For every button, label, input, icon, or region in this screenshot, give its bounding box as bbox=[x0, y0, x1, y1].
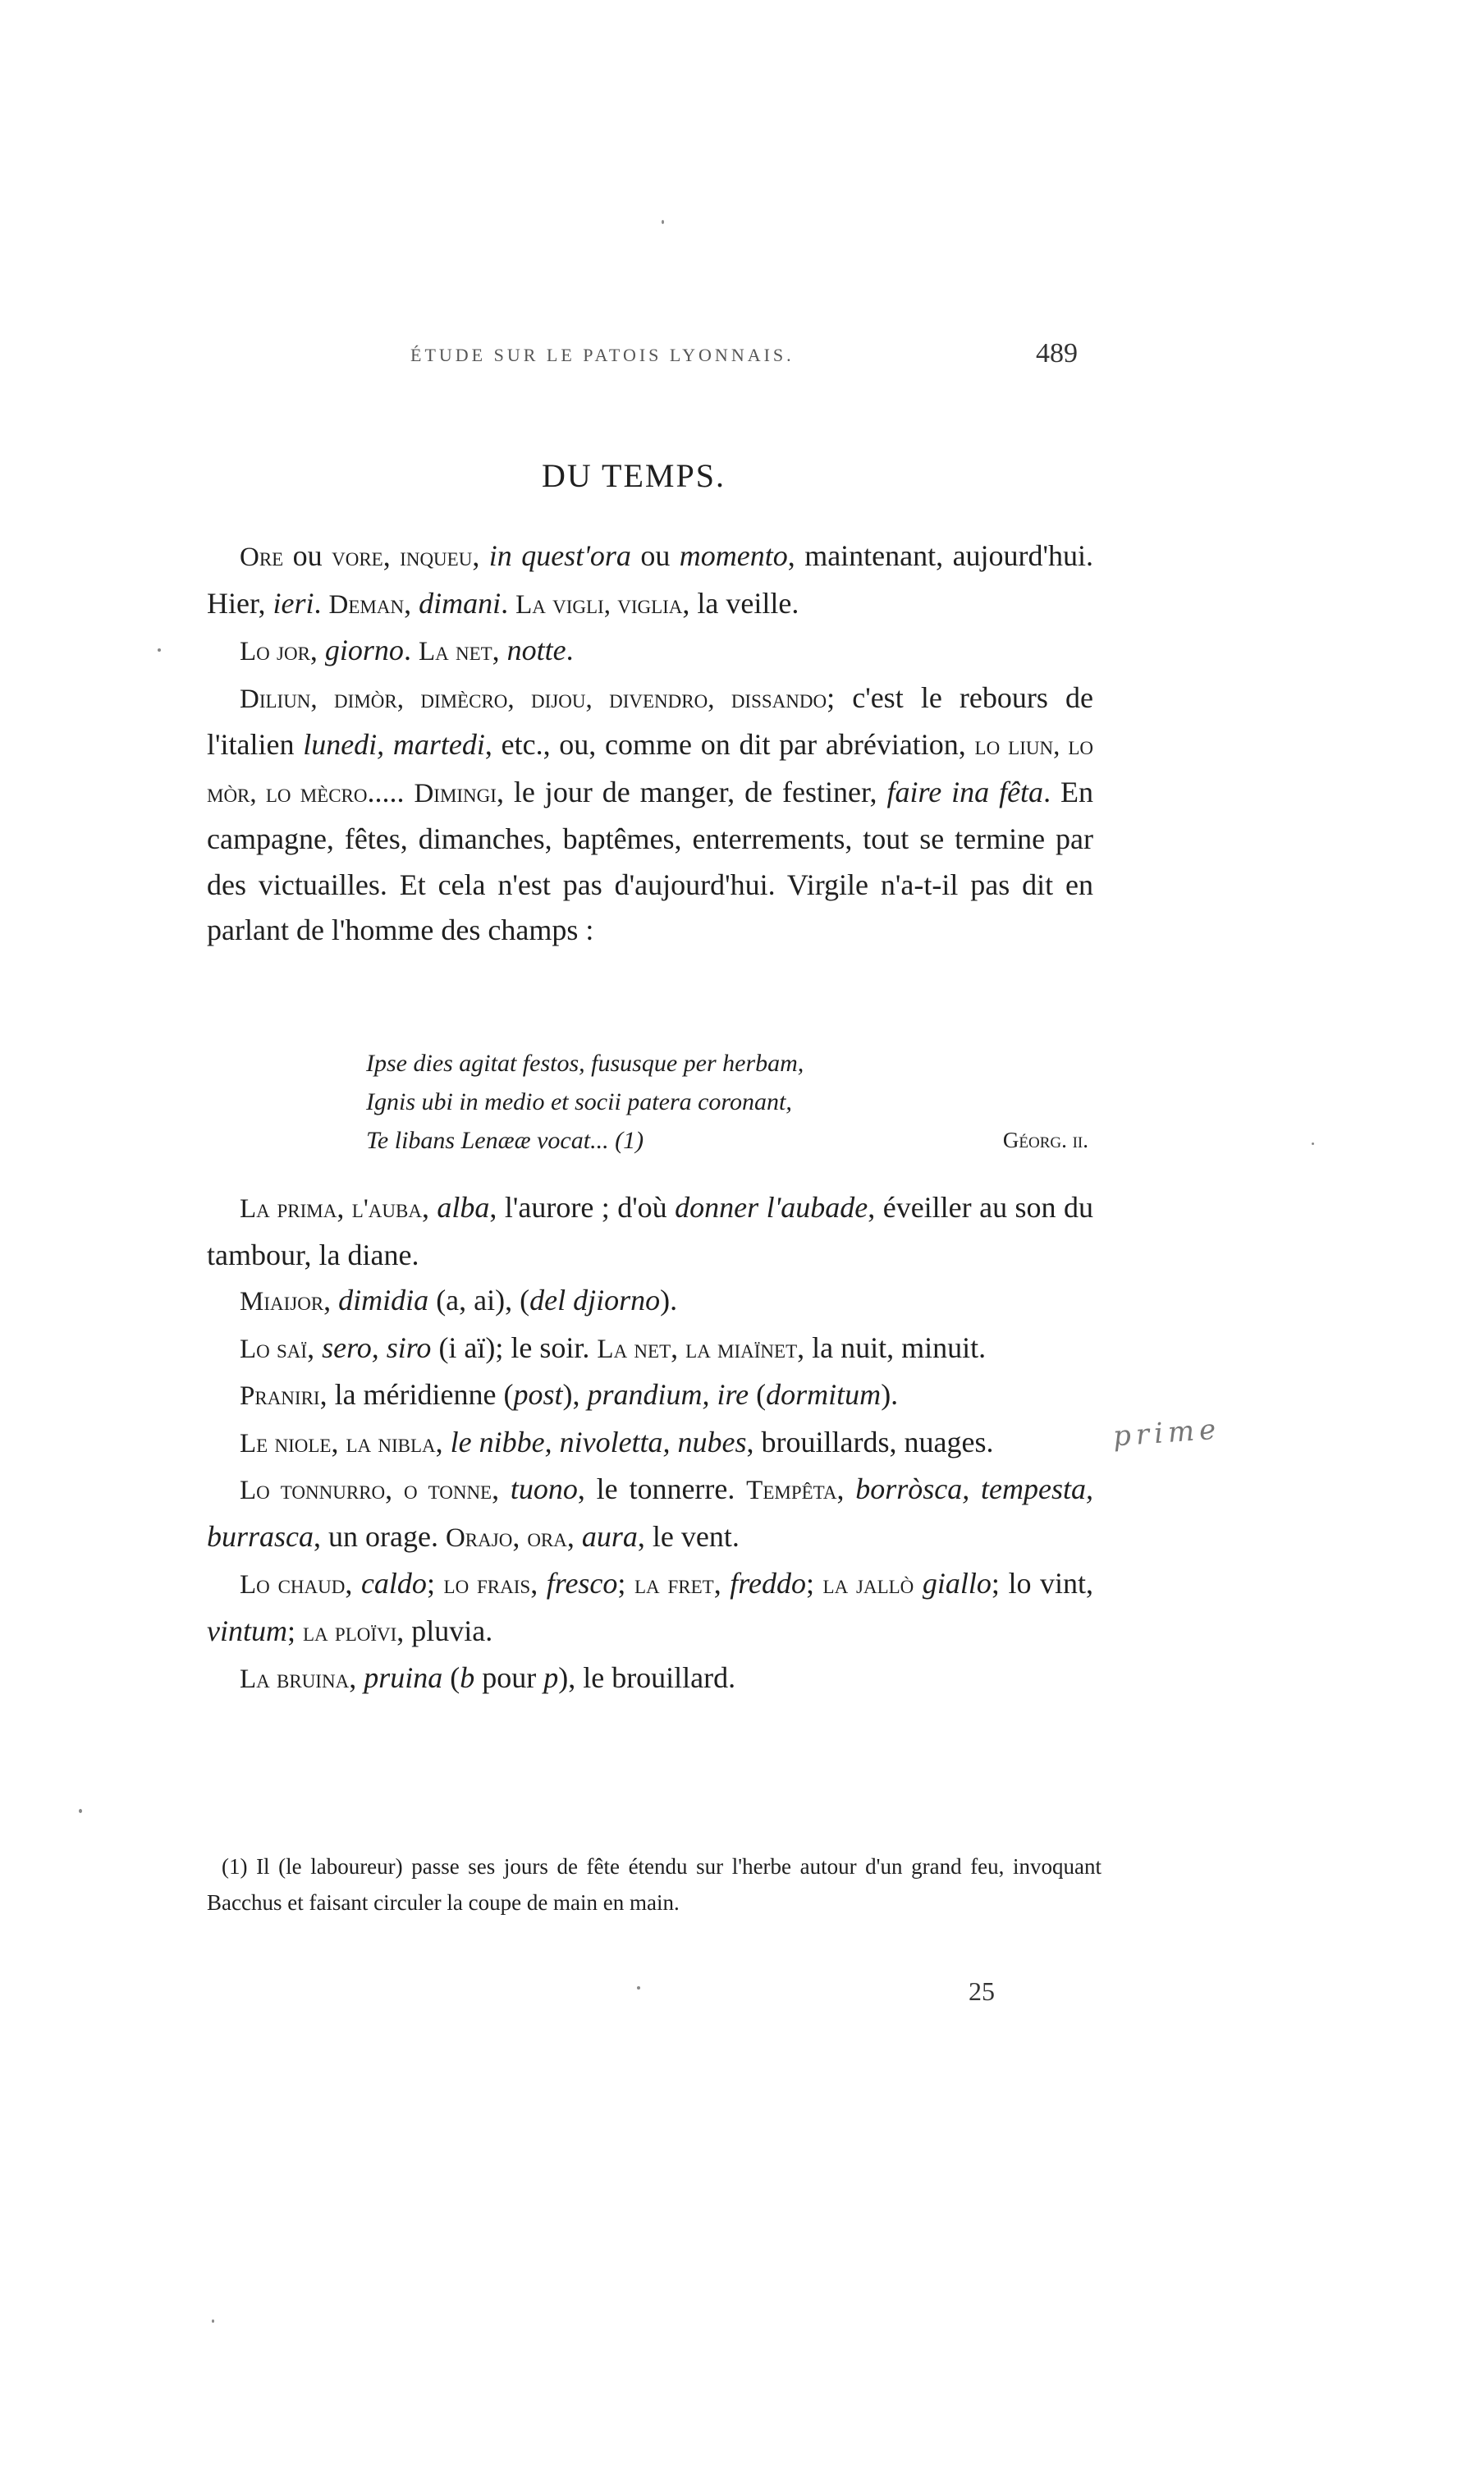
footnote-text: (1) Il (le laboureur) passe ses jours de fête étendu sur l'herbe autour d'un grand feu, invoquant Bacchus et faisant circuler la coupe de main en main. bbox=[207, 1854, 1102, 1915]
italic-term: caldo bbox=[360, 1567, 427, 1600]
text-run: (a, ai), ( bbox=[428, 1284, 530, 1316]
patois-term: Dimingi bbox=[414, 778, 497, 808]
text-run: , bbox=[512, 1519, 528, 1553]
text-run: ..... bbox=[367, 775, 415, 808]
text-run: , pluvia. bbox=[396, 1614, 493, 1647]
paragraph bbox=[207, 533, 1093, 628]
speck bbox=[637, 1986, 640, 1990]
patois-term: la jallò bbox=[822, 1570, 914, 1600]
paragraph bbox=[207, 628, 1093, 675]
text-run: ), le brouillard. bbox=[558, 1661, 736, 1694]
text-run: , bbox=[349, 1661, 364, 1694]
italic-term: dormitum bbox=[766, 1378, 882, 1411]
patois-term: Lo saï bbox=[240, 1334, 308, 1364]
patois-term: Lo chaud bbox=[240, 1570, 346, 1600]
text-run: ; bbox=[617, 1567, 634, 1600]
patois-term: Praniri bbox=[240, 1381, 320, 1411]
latin-quotation bbox=[366, 1044, 1088, 1160]
patois-term: Orajo bbox=[445, 1523, 513, 1553]
verse-line: Te libans Lenææ vocat... (1) bbox=[366, 1127, 644, 1154]
speck bbox=[1312, 1142, 1314, 1145]
text-run: pour bbox=[474, 1661, 544, 1694]
handwritten-annotation: prime bbox=[1111, 1413, 1222, 1454]
italic-term: in quest'ora bbox=[488, 539, 631, 572]
patois-term: la fret bbox=[634, 1570, 714, 1600]
italic-term: dimidia bbox=[338, 1284, 429, 1316]
running-head: ÉTUDE SUR LE PATOIS LYONNAIS. bbox=[410, 345, 795, 365]
text-run: , l'aurore ; d'où bbox=[489, 1191, 676, 1224]
footnote bbox=[207, 1848, 1102, 1921]
text-run: , le jour de manger, de festiner, bbox=[496, 775, 887, 808]
patois-term: Lo tonnurro bbox=[240, 1476, 386, 1505]
text-run: , la veille. bbox=[682, 586, 799, 620]
speck bbox=[158, 648, 161, 652]
italic-term: le nibbe, nivoletta, nubes bbox=[450, 1425, 747, 1458]
italic-term: tuono bbox=[510, 1472, 578, 1505]
paragraph bbox=[207, 1326, 1093, 1373]
patois-term: la nibla bbox=[346, 1428, 436, 1458]
verse-line: Ipse dies agitat festos, fususque per herbam, bbox=[366, 1050, 804, 1077]
italic-term: dimani bbox=[419, 586, 502, 620]
text-run: , bbox=[404, 586, 419, 620]
text-run: , bbox=[492, 634, 507, 666]
text-run: , la méridienne ( bbox=[319, 1378, 514, 1411]
text-run: ( bbox=[442, 1661, 460, 1694]
patois-term: inqueu bbox=[400, 543, 473, 572]
paragraph bbox=[207, 1185, 1093, 1278]
patois-term: La bruina bbox=[240, 1664, 350, 1694]
text-run: ou bbox=[630, 539, 680, 572]
verse-line: Ignis ubi in medio et socii patera coronant, bbox=[366, 1088, 792, 1115]
text-run: , la nuit, minuit. bbox=[797, 1330, 987, 1364]
text-run: , bbox=[566, 1519, 582, 1553]
text-run: ; lo vint, bbox=[991, 1567, 1094, 1600]
patois-term: Diliun, dimòr, dimècro, dijou, divendro, dissando bbox=[240, 684, 827, 714]
text-run: , maintenant, aujourd'hui. Hier, bbox=[207, 539, 1094, 620]
italic-term: prandium, ire bbox=[587, 1378, 749, 1411]
text-run: ou bbox=[283, 539, 332, 572]
italic-term: notte bbox=[506, 634, 566, 666]
text-run: , bbox=[492, 1472, 511, 1505]
page-number: 489 bbox=[1036, 338, 1078, 369]
text-run: , bbox=[530, 1567, 547, 1600]
text-run: , bbox=[331, 1425, 346, 1458]
paragraph bbox=[207, 1278, 1093, 1326]
text-run: ). bbox=[660, 1284, 678, 1316]
body-text bbox=[207, 533, 1093, 954]
patois-term: La net bbox=[418, 637, 492, 666]
text-run: . bbox=[566, 634, 574, 666]
text-run: ). bbox=[881, 1378, 899, 1411]
patois-term: o tonne bbox=[403, 1476, 492, 1505]
patois-term: La vigli, viglia bbox=[515, 589, 683, 620]
text-run: , bbox=[836, 1472, 856, 1505]
body-text-continued bbox=[207, 1185, 1093, 1703]
text-run: . En campagne, fêtes, dimanches, baptêmes, enterrements, tout se termine par des victuailles. Et cela n'est pas d'aujourd'hui. Virgile n'a-t-il pas dit en parlant de l'homme des champs : bbox=[207, 775, 1093, 946]
italic-term: faire ina fêta bbox=[886, 775, 1044, 808]
patois-term: Deman bbox=[328, 589, 405, 620]
patois-term: Miaijor bbox=[240, 1287, 324, 1316]
italic-term: b bbox=[460, 1661, 475, 1694]
text-run: , un orage. bbox=[314, 1519, 446, 1553]
italic-term: giallo bbox=[922, 1567, 992, 1600]
patois-term: Lo jor bbox=[240, 637, 310, 666]
text-run: , bbox=[385, 1472, 404, 1505]
text-run: . bbox=[314, 586, 329, 620]
patois-term: Le niole bbox=[240, 1428, 332, 1458]
italic-term: lunedi, martedi bbox=[303, 728, 485, 761]
text-run: , etc., ou, comme on dit par abréviation, bbox=[484, 728, 975, 761]
italic-term: pruina bbox=[364, 1661, 443, 1694]
italic-term: ieri bbox=[273, 586, 314, 620]
text-run: , le vent. bbox=[637, 1519, 740, 1553]
text-run: , brouillards, nuages. bbox=[746, 1425, 994, 1458]
patois-term: La prima bbox=[240, 1194, 337, 1224]
text-run: ; bbox=[805, 1567, 823, 1600]
text-run: , bbox=[345, 1567, 361, 1600]
text-run: , bbox=[421, 1191, 437, 1224]
patois-term: Ore bbox=[240, 543, 284, 572]
italic-term: post bbox=[513, 1378, 563, 1411]
paragraph bbox=[207, 1655, 1093, 1703]
paragraph bbox=[207, 1561, 1093, 1655]
speck bbox=[662, 220, 664, 224]
patois-term: vore bbox=[332, 543, 383, 572]
text-run: ; bbox=[286, 1614, 303, 1647]
text-run: , le tonnerre. bbox=[577, 1472, 747, 1505]
text-run: , bbox=[713, 1567, 731, 1600]
text-run: , bbox=[671, 1330, 686, 1364]
italic-term: p bbox=[543, 1661, 559, 1694]
italic-term: borròsca, tempesta, burrasca bbox=[207, 1472, 1094, 1553]
text-run: . bbox=[403, 634, 419, 666]
patois-term: Tempêta bbox=[746, 1476, 837, 1505]
paragraph bbox=[207, 1372, 1093, 1420]
text-run: ( bbox=[749, 1378, 767, 1411]
text-run: , bbox=[435, 1425, 451, 1458]
italic-term: giorno bbox=[324, 634, 404, 666]
text-run: ; bbox=[426, 1567, 444, 1600]
italic-term: sero, siro bbox=[322, 1330, 432, 1364]
patois-term: ora bbox=[527, 1523, 567, 1553]
text-run: (i aï); le soir. bbox=[431, 1330, 598, 1364]
italic-term: freddo bbox=[730, 1567, 806, 1600]
patois-term: La net bbox=[597, 1334, 671, 1364]
text-run bbox=[914, 1567, 923, 1600]
paragraph bbox=[207, 675, 1093, 954]
text-run: ), bbox=[562, 1378, 588, 1411]
signature-mark: 25 bbox=[969, 1976, 995, 2006]
paragraph bbox=[207, 1420, 1093, 1468]
paragraph bbox=[207, 1467, 1093, 1561]
text-run: , bbox=[309, 634, 325, 666]
patois-term: lo liun, lo mòr, lo mècro bbox=[207, 731, 1093, 808]
text-run: , bbox=[307, 1330, 323, 1364]
text-run: , bbox=[323, 1284, 339, 1316]
text-run: , bbox=[472, 539, 489, 572]
italic-term: momento bbox=[679, 539, 788, 572]
text-run: ; c'est le rebours de l'italien bbox=[207, 680, 1093, 761]
patois-term: l'auba bbox=[351, 1194, 422, 1224]
text-run: , bbox=[337, 1191, 352, 1224]
italic-term: aura bbox=[581, 1519, 638, 1553]
text-run: , éveiller au son du tambour, la diane. bbox=[207, 1191, 1093, 1271]
italic-term: vintum bbox=[207, 1614, 287, 1647]
section-title: DU TEMPS. bbox=[542, 457, 726, 494]
speck bbox=[212, 2319, 214, 2323]
verse-source: Géorg. ii. bbox=[1002, 1128, 1088, 1152]
italic-term: alba bbox=[437, 1191, 490, 1224]
text-run: . bbox=[501, 586, 516, 620]
italic-term: fresco bbox=[546, 1567, 618, 1600]
speck bbox=[79, 1809, 82, 1813]
italic-term: del djiorno bbox=[529, 1284, 661, 1316]
patois-term: la miaïnet bbox=[685, 1334, 798, 1364]
text-run: , bbox=[382, 539, 401, 572]
patois-term: lo frais bbox=[443, 1570, 531, 1600]
italic-term: donner l'aubade bbox=[675, 1191, 868, 1224]
patois-term: la ploïvi bbox=[303, 1617, 397, 1647]
